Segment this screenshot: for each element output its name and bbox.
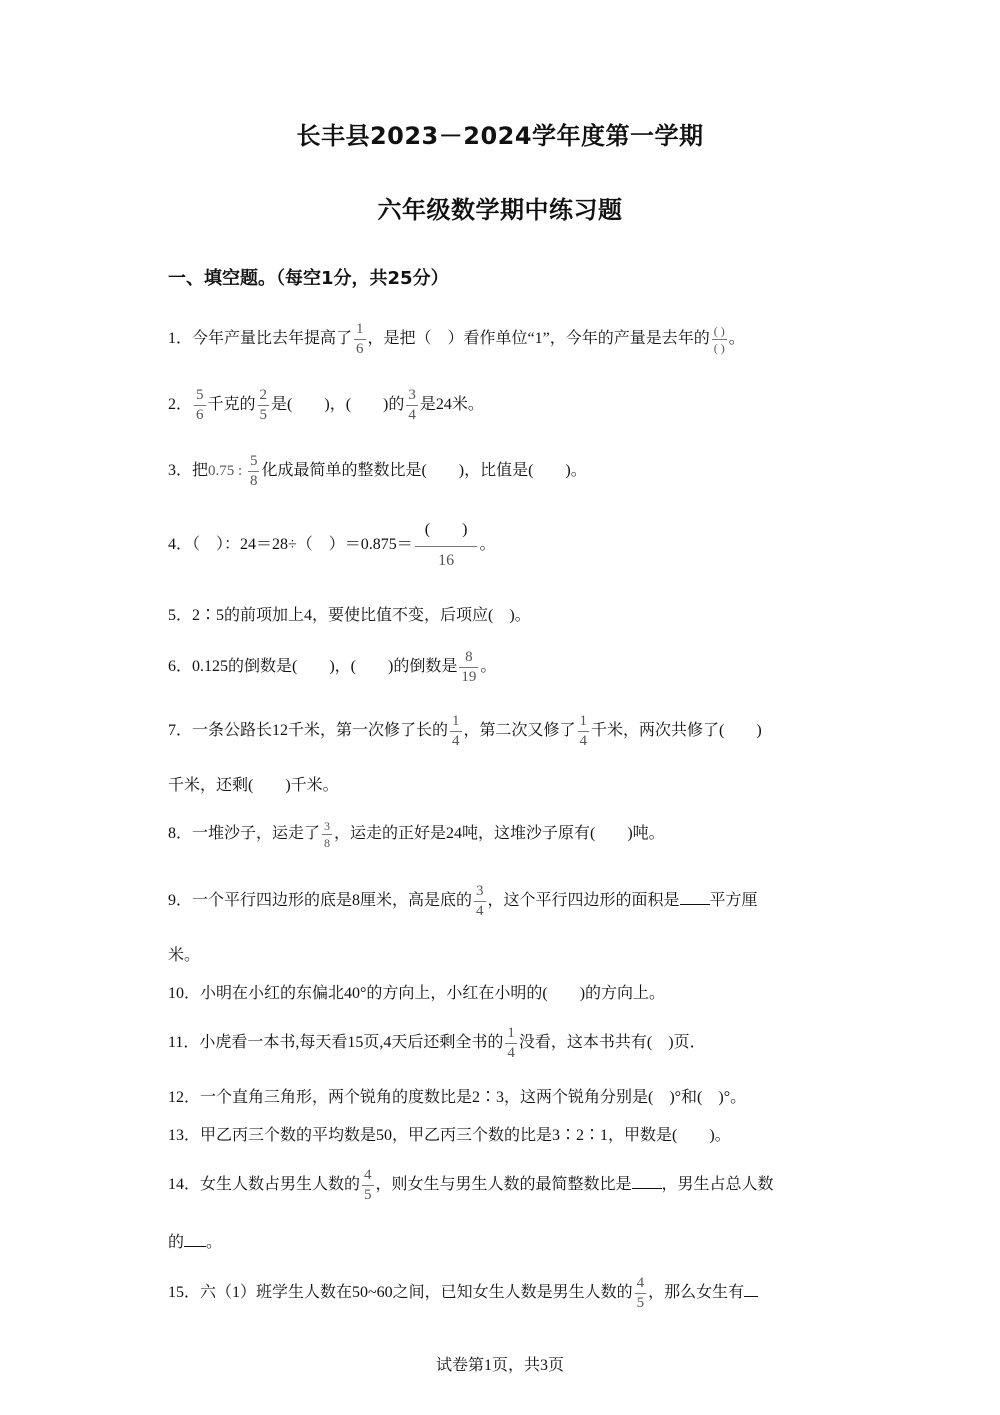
question-13: 13．甲乙丙三个数的平均数是50，甲乙丙三个数的比是3∶2∶1，甲数是( )。 — [168, 1127, 731, 1144]
q7-f1-den: 4 — [452, 733, 460, 749]
q9-fraction — [474, 884, 486, 919]
q4-fraction — [415, 522, 478, 569]
q9-f-num: 3 — [476, 883, 484, 899]
q14-text-a: 14．女生人数占男生人数的 — [168, 1176, 361, 1194]
q8-f-den: 8 — [324, 836, 331, 850]
q15-fraction — [635, 1276, 647, 1311]
q8-text-a: 8．一堆沙子，运走了 — [168, 825, 321, 843]
q11-f-den: 4 — [507, 1045, 515, 1061]
question-14 — [168, 1168, 774, 1203]
page-footer: 试卷第1页，共3页 — [435, 1357, 564, 1374]
q6-f-den: 19 — [461, 669, 477, 685]
q3-fraction — [248, 454, 260, 489]
q15-f-den: 5 — [636, 1295, 645, 1311]
q6-fraction — [459, 650, 478, 685]
title-line-2: 六年级数学期中练习题 — [377, 196, 623, 224]
q1-f2-den: ( ) — [713, 341, 725, 355]
q1-f1-num: 1 — [356, 321, 364, 337]
q14-text-c: ，男生占总人数 — [661, 1176, 774, 1194]
q7-text-b: ，第二次又修了 — [463, 722, 576, 740]
q9-text-a: 9．一个平行四边形的底是8厘米，高是底的 — [168, 892, 473, 910]
q9-text-c: 平方厘 — [709, 892, 758, 910]
q8-fraction — [322, 820, 332, 849]
q9-answer-blank[interactable] — [680, 890, 710, 905]
question-2 — [168, 388, 484, 423]
q7-text-a: 7．一条公路长12千米，第一次修了长的 — [168, 722, 449, 740]
q14-line2-a: 的 — [168, 1234, 185, 1251]
question-1 — [168, 322, 745, 357]
q7-fraction-2 — [578, 714, 590, 749]
q2-f3-den: 4 — [408, 407, 416, 423]
q2-f1-num: 5 — [196, 387, 204, 403]
question-14-line-2 — [168, 1232, 222, 1253]
q15-text-b: ，那么女生有 — [648, 1284, 745, 1302]
q3-f-num: 5 — [249, 453, 258, 469]
q7-fraction-1 — [450, 714, 462, 749]
q2-f2-num: 2 — [259, 387, 268, 403]
q14-f-den: 5 — [364, 1187, 372, 1203]
q8-text-b: ，运走的正好是24吨，这堆沙子原有( )吨。 — [334, 825, 665, 843]
q7-f2-num: 1 — [579, 713, 588, 729]
question-3 — [168, 454, 587, 489]
q8-f-num: 3 — [324, 819, 331, 833]
q9-f-den: 4 — [476, 903, 484, 919]
q9-text-b: ，这个平行四边形的面积是 — [487, 892, 680, 910]
question-5: 5．2∶5的前项加上4，要使比值不变，后项应( )。 — [168, 607, 531, 624]
q14-fraction — [362, 1168, 374, 1203]
q4-f-num: ( ) — [424, 521, 468, 538]
q7-f1-num: 1 — [452, 713, 460, 729]
q3-text-b: 化成最简单的整数比是( )，比值是( )。 — [261, 462, 587, 480]
q1-f2-num: ( ) — [713, 324, 725, 338]
q15-text-a: 15．六（1）班学生人数在50~60之间，已知女生人数是男生人数的 — [168, 1284, 633, 1302]
q11-text-b: 没看，这本书共有( )页． — [518, 1034, 706, 1052]
q15-f-num: 4 — [636, 1275, 645, 1291]
q2-text-b: 千克的 — [207, 396, 256, 414]
q15-answer-blank[interactable] — [744, 1282, 758, 1297]
q1-fraction-1 — [354, 322, 366, 357]
q14-f-num: 4 — [364, 1167, 372, 1183]
q2-text-c: 是( )，( )的 — [271, 396, 405, 414]
q14-text-b: ，则女生与男生人数的最简整数比是 — [375, 1176, 632, 1194]
q2-f2-den: 5 — [259, 407, 268, 423]
q4-text-b: 。 — [479, 536, 496, 554]
q1-fraction-2 — [712, 325, 727, 354]
q11-f-num: 1 — [507, 1025, 515, 1041]
question-12: 12．一个直角三角形，两个锐角的度数比是2∶3，这两个锐角分别是( )°和( )°。 — [168, 1089, 747, 1106]
section-heading-fill-in: 一、填空题。（每空1分，共25分） — [168, 268, 449, 289]
q7-text-c: 千米，两次共修了( ) — [591, 722, 762, 740]
q3-ratio: 0.75 : — [208, 463, 246, 480]
q1-text-b: ，是把（ ）看作单位“1”，今年的产量是去年的 — [367, 330, 710, 348]
q11-fraction — [505, 1026, 517, 1061]
q6-text-b: 。 — [480, 658, 497, 676]
q2-f1-den: 6 — [196, 407, 204, 423]
q2-fraction-3 — [406, 388, 418, 423]
question-8 — [168, 820, 665, 849]
q2-fraction-1 — [194, 388, 206, 423]
q2-fraction-2 — [258, 388, 270, 423]
question-4 — [168, 522, 495, 569]
question-9 — [168, 884, 758, 919]
q14-answer-blank-2[interactable] — [184, 1232, 206, 1247]
q4-text-a: 4．（ ）：24＝28÷（ ）＝0.875＝ — [168, 536, 413, 554]
question-7 — [168, 714, 762, 749]
title-line-1: 长丰县2023－2024学年度第一学期 — [296, 122, 704, 150]
question-11 — [168, 1026, 706, 1061]
q1-f1-den: 6 — [356, 341, 364, 357]
question-15 — [168, 1276, 758, 1311]
q2-text-d: 是24米。 — [419, 396, 484, 414]
q6-text-a: 6．0.125的倒数是( )，( )的倒数是 — [168, 658, 458, 676]
question-10: 10．小明在小红的东偏北40°的方向上，小红在小明的( )的方向上。 — [168, 985, 666, 1002]
q2-text-a: 2． — [168, 396, 193, 414]
question-6 — [168, 650, 496, 685]
q14-line2-b: 。 — [206, 1234, 223, 1251]
q1-text-c: 。 — [728, 330, 745, 348]
question-9-line-2: 米。 — [168, 947, 201, 964]
q7-f2-den: 4 — [579, 733, 588, 749]
q2-f3-num: 3 — [408, 387, 416, 403]
q1-text-a: 1．今年产量比去年提高了 — [168, 330, 353, 348]
q3-text-a: 3．把 — [168, 462, 209, 480]
q4-f-den: 16 — [415, 546, 478, 569]
q3-f-den: 8 — [249, 473, 258, 489]
question-7-line-2: 千米，还剩( )千米。 — [168, 777, 339, 794]
q11-text-a: 11．小虎看一本书,每天看15页,4天后还剩全书的 — [168, 1034, 504, 1052]
q14-answer-blank-1[interactable] — [632, 1174, 662, 1189]
q6-f-num: 8 — [465, 649, 473, 665]
